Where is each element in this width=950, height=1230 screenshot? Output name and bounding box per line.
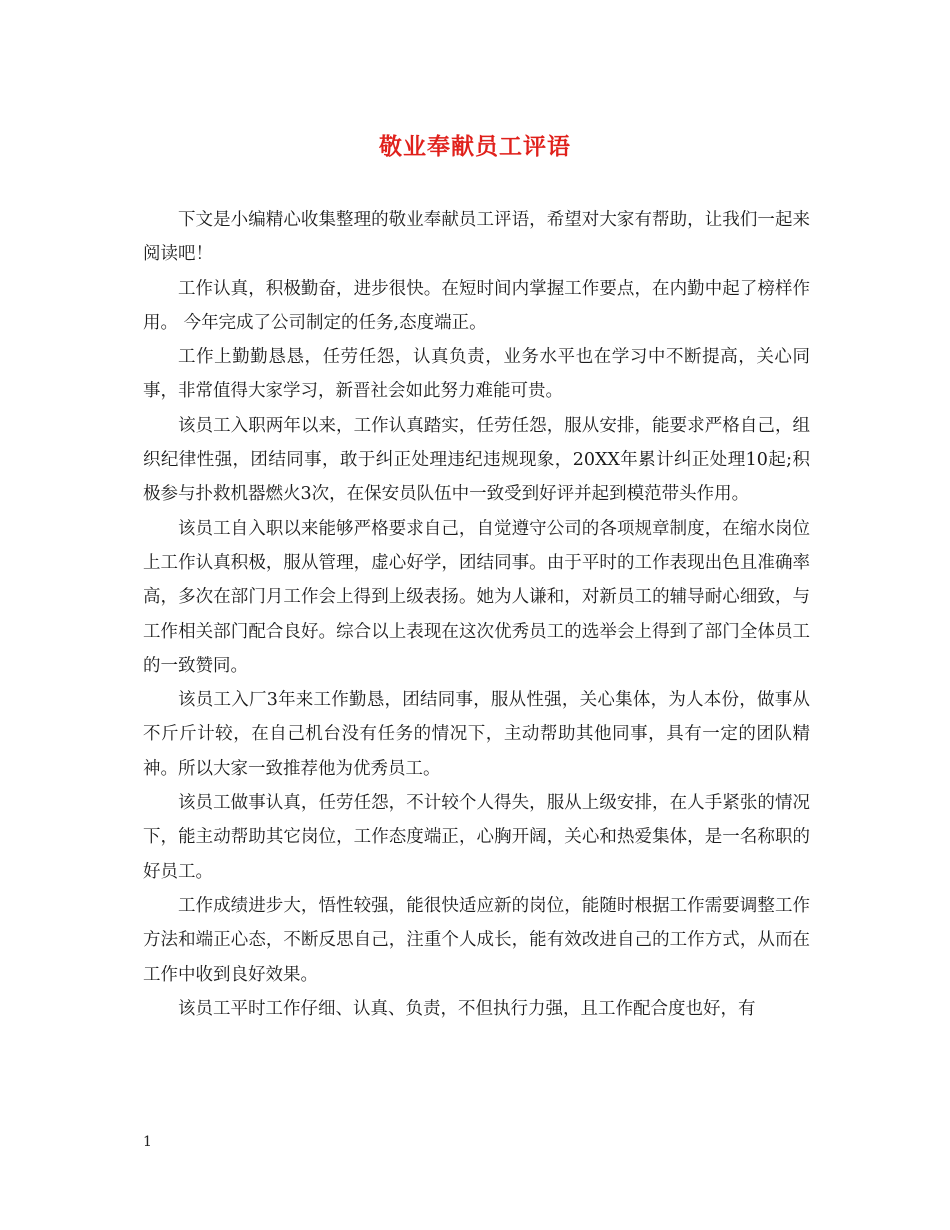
document-title: 敬业奉献员工评语 [379,133,571,160]
paragraph-comment-8: 该员工平时工作仔细、认真、负责，不但执行力强，且工作配合度也好，有 [178,998,756,1019]
paragraph-comment-1: 工作认真，积极勤奋，进步很快。在短时间内掌握工作要点，在内勤中起了榜样作用。 今年完成了公司制定的任务,态度端正。 [143,278,810,333]
paragraph-comment-3: 该员工入职两年以来，工作认真踏实，任劳任怨，服从安排，能要求严格自己，组织纪律性强，团结同事，敢于纠正处理违纪违规现象，20XX年累计纠正处理10起;积极参与扑救机器燃火3次，在保安员队伍中一致受到好评并起到模范带头作用。 [143,415,810,505]
paragraph-comment-7: 工作成绩进步大，悟性较强，能很快适应新的岗位，能随时根据工作需要调整工作方法和端正心态，不断反思自己，注重个人成长，能有效改进自己的工作方式，从而在工作中收到良好效果。 [143,895,810,985]
paragraph-comment-6: 该员工做事认真，任劳任怨，不计较个人得失，服从上级安排，在人手紧张的情况下，能主动帮助其它岗位，工作态度端正，心胸开阔，关心和热爱集体，是一名称职的好员工。 [143,793,810,882]
paragraph-comment-4: 该员工自入职以来能够严格要求自己，自觉遵守公司的各项规章制度，在缩水岗位上工作认真积极，服从管理，虚心好学，团结同事。由于平时的工作表现出色且准确率高，多次在部门月工作会上得到上级表扬。她为人谦和，对新员工的辅导耐心细致，与工作相关部门配合良好。综合以上表现在这次优秀员工的选举会上得到了部门全体员工的一致赞同。 [143,518,810,676]
paragraph-comment-2: 工作上勤勤恳恳，任劳任怨，认真负责，业务水平也在学习中不断提高，关心同事，非常值得大家学习，新晋社会如此努力难能可贵。 [143,347,810,402]
paragraph-intro: 下文是小编精心收集整理的敬业奉献员工评语，希望对大家有帮助，让我们一起来阅读吧！ [143,210,810,265]
paragraph-comment-5: 该员工入厂3年来工作勤恳，团结同事，服从性强，关心集体，为人本份，做事从不斤斤计较，在自己机台没有任务的情况下，主动帮助其他同事，具有一定的团队精神。所以大家一致推荐他为优秀员工。 [143,690,810,779]
page-number: 1 [143,1134,152,1150]
document-body [143,203,810,1026]
